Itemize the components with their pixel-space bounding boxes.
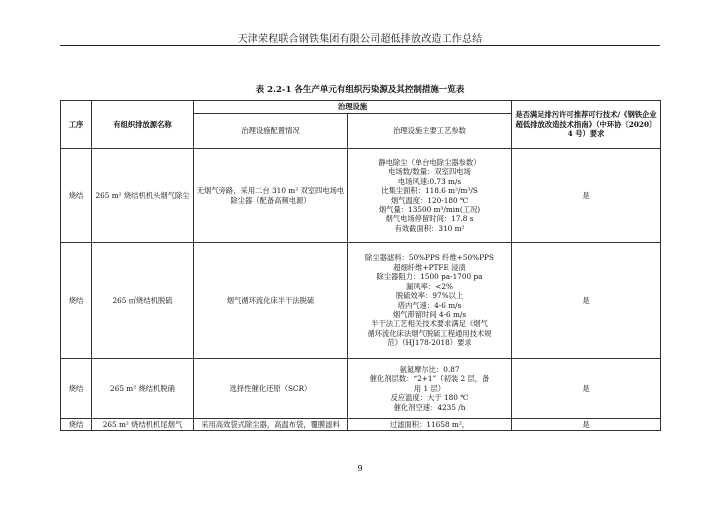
cell-process: 烧结	[61, 359, 92, 419]
header-process: 工序	[61, 101, 92, 149]
cell-compliance: 是	[512, 149, 661, 243]
document-header: 天津荣程联合钢铁集团有限公司超低排放改造工作总结	[237, 34, 483, 45]
cell-facility-config: 无烟气旁路，采用二台 310 m² 双室四电场电除尘器（配备高频电源）	[194, 149, 348, 243]
cell-compliance: 是	[512, 419, 661, 431]
table-row	[61, 243, 661, 359]
cell-process: 烧结	[61, 149, 92, 243]
cell-source-name: 265 m² 烧结机机头烟气除尘	[92, 149, 194, 243]
page-number: 9	[357, 464, 363, 473]
header-compliance: 是否满足排污许可推荐可行技术/《钢铁企业超低排放改造技术指南》（中环协〔2020〕4 号）要求	[512, 101, 661, 149]
header-facility-config: 治理设施配置情况	[194, 114, 348, 149]
cell-process: 烧结	[61, 243, 92, 359]
header-process-params: 治理设施主要工艺参数	[348, 114, 512, 149]
table-row	[61, 419, 661, 431]
cell-facility-config: 烟气循环流化床半干法脱硫	[194, 243, 348, 359]
cell-process-params: 静电除尘（单台电除尘器参数） 电场数/数量：双室四电场 电场风速:0.73 m/s 比集尘面积：118.6 m²/m³/S 烟气温度：120-180 ℃ 烟气量：13500 m³/min(工况) 烟气电场停留时间：17.8 s 有效截面积：310 m²	[348, 149, 512, 243]
cell-source-name: 265 m² 烧结机机尾烟气	[92, 419, 194, 431]
cell-process-params: 过滤面积：11658 m²，	[348, 419, 512, 431]
header-facility: 治理设施	[194, 101, 512, 114]
table-row	[61, 359, 661, 419]
cell-compliance: 是	[512, 243, 661, 359]
cell-source-name: 265 ㎡烧结机脱硫	[92, 243, 194, 359]
cell-source-name: 265 m² 烧结机脱硝	[92, 359, 194, 419]
table-row	[61, 149, 661, 243]
cell-process-params: 除尘器滤料：50%PPS 纤维+50%PPS 超细纤维+PTFE 浸渍 除尘器阻力：1500 pa-1700 pa 漏风率：<2% 脱硫效率：97%以上 塔内气速：4-6 m/s 烟气滞留时间 4-6 m/s 半干法工艺相关技术要求满足《烟气 循环流化床法烟气脱硫工程通用技术规 范》（HJ178-2018）要求	[348, 243, 512, 359]
cell-process-params: 氨氮摩尔比：0.87 催化剂层数：“2+1”（初装 2 层，备 用 1 层） 反应温度：大于 180 ℃ 催化剂空速：4235 /h	[348, 359, 512, 419]
cell-compliance: 是	[512, 359, 661, 419]
cell-facility-config: 选择性催化还原（SCR）	[194, 359, 348, 419]
cell-process: 烧结	[61, 419, 92, 431]
header-divider	[60, 45, 660, 46]
header-source-name: 有组织排放源名称	[92, 101, 194, 149]
cell-facility-config: 采用高效袋式除尘器，高温布袋，覆膜滤料	[194, 419, 348, 431]
pollution-source-table	[60, 100, 661, 431]
table-caption: 表 2.2-1 各生产单元有组织污染源及其控制措施一览表	[255, 85, 465, 95]
